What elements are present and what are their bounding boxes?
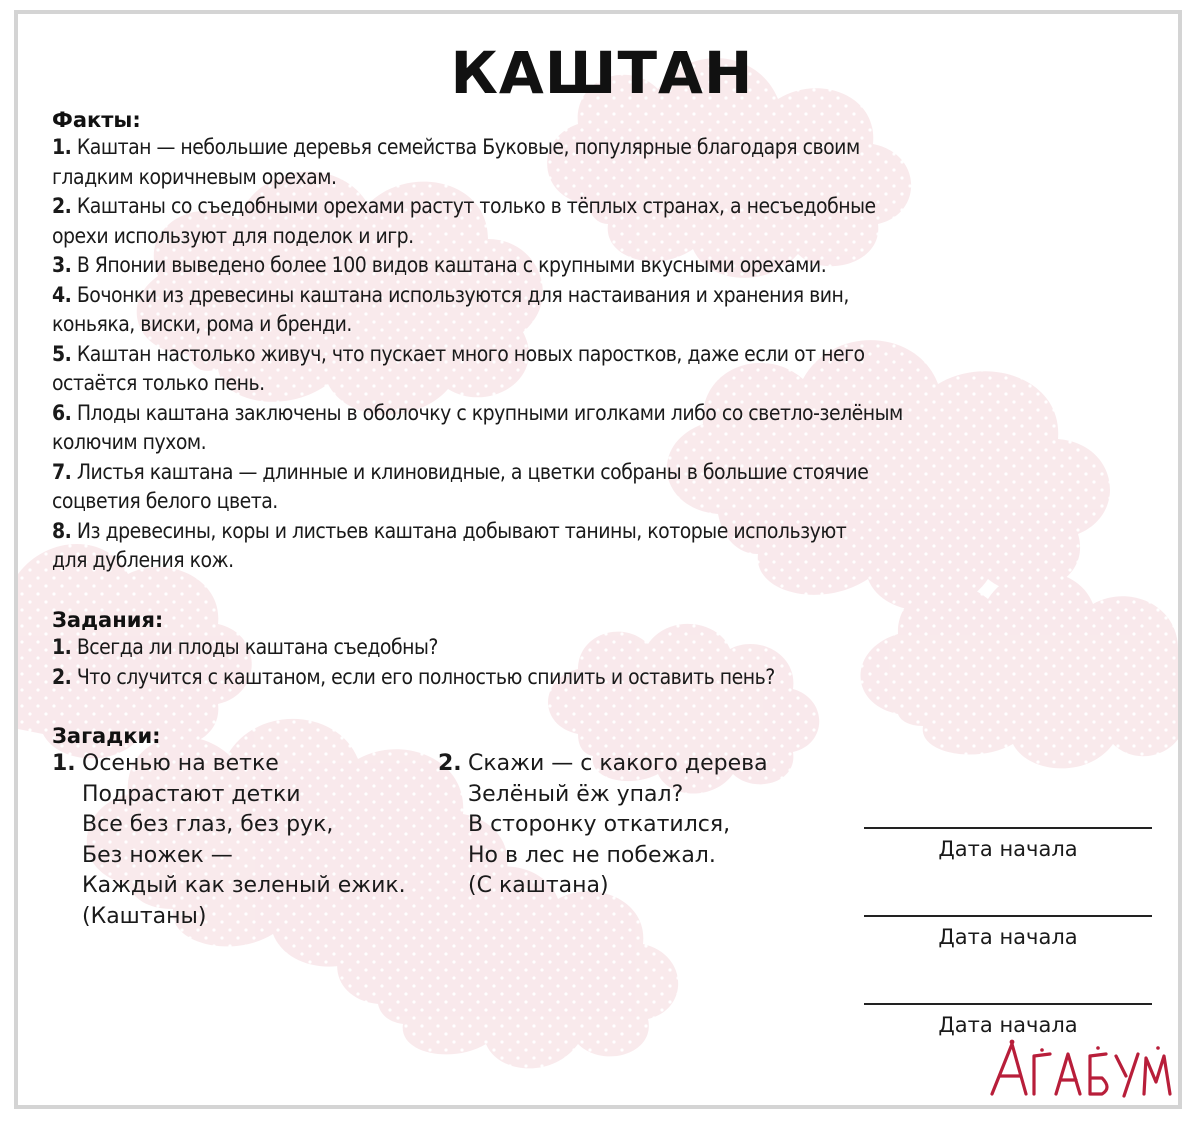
date-field[interactable] xyxy=(864,1003,1152,1039)
fact-text: Каштан — небольшие деревья семейства Буковые, популярные благодаря своим xyxy=(76,135,860,159)
fact-item xyxy=(52,340,1162,399)
riddle-line: Осенью на ветке xyxy=(82,751,279,776)
fact-item xyxy=(52,458,1162,517)
agabum-logo xyxy=(986,1038,1174,1100)
fact-number: 6. xyxy=(52,400,72,425)
fact-text-continuation: для дубления кож. xyxy=(52,548,234,572)
riddle-item xyxy=(52,749,442,939)
task-number: 1. xyxy=(52,635,72,659)
fact-text-continuation: коньяка, виски, рома и бренди. xyxy=(52,312,352,336)
date-field-label: Дата начала xyxy=(938,1013,1078,1037)
riddles-heading: Загадки: xyxy=(52,724,161,748)
fact-text-continuation: остаётся только пень. xyxy=(52,371,265,395)
fact-item xyxy=(52,517,1162,576)
riddle-line: В сторонку откатился, xyxy=(468,812,731,837)
date-field[interactable] xyxy=(864,915,1152,951)
riddle-text xyxy=(82,749,406,932)
date-field-label: Дата начала xyxy=(938,925,1078,949)
riddle-line: Без ножек — xyxy=(82,842,233,868)
fact-text: Бочонки из древесины каштана используются для настаивания и хранения вин, xyxy=(76,282,849,307)
fact-item xyxy=(52,251,1162,281)
task-text: Что случится с каштаном, если его полностью спилить и оставить пень? xyxy=(76,664,775,689)
fact-number: 1. xyxy=(52,135,72,159)
riddle-line: Каждый как зеленый ежик. xyxy=(82,873,406,898)
fact-item xyxy=(52,192,1162,251)
date-write-line[interactable] xyxy=(864,827,1152,829)
fact-number: 5. xyxy=(52,341,72,366)
worksheet-frame xyxy=(14,10,1182,1109)
riddle-line: Но в лес не побежал. xyxy=(468,842,716,868)
date-write-line[interactable] xyxy=(864,915,1152,917)
fact-text: Из древесины, коры и листьев каштана добывают танины, которые используют xyxy=(76,518,847,543)
riddle-answer: (С каштана) xyxy=(468,873,609,898)
riddle-line: Зелёный ёж упал? xyxy=(468,781,684,807)
task-item xyxy=(52,663,1162,693)
fact-item xyxy=(52,281,1162,340)
riddle-line: Скажи — с какого дерева xyxy=(468,751,768,776)
fact-item xyxy=(52,399,1162,458)
page-title: КАШТАН xyxy=(450,39,754,107)
fact-text: В Японии выведено более 100 видов каштана с крупными вкусными орехами. xyxy=(76,253,827,277)
fact-text-continuation: соцветия белого цвета. xyxy=(52,489,278,513)
facts-list xyxy=(52,133,1162,576)
tasks-list xyxy=(52,633,1162,692)
fact-text-continuation: колючим пухом. xyxy=(52,430,207,454)
date-field-label: Дата начала xyxy=(938,837,1078,861)
task-item xyxy=(52,633,1162,663)
riddle-number: 2. xyxy=(438,751,462,776)
fact-number: 8. xyxy=(52,518,72,543)
fact-text: Каштаны со съедобными орехами растут только в тёплых странах, а несъедобные xyxy=(76,194,876,218)
riddle-number: 1. xyxy=(52,751,76,776)
date-write-line[interactable] xyxy=(864,1003,1152,1005)
fact-number: 7. xyxy=(52,459,72,484)
facts-heading: Факты: xyxy=(52,108,141,132)
fact-text-continuation: гладким коричневым орехам. xyxy=(52,164,337,189)
riddle-line: Все без глаз, без рук, xyxy=(82,812,334,837)
riddle-answer: (Каштаны) xyxy=(82,903,207,929)
fact-number: 3. xyxy=(52,253,72,277)
date-field[interactable] xyxy=(864,827,1152,863)
tasks-heading: Задания: xyxy=(52,608,164,632)
riddle-line: Подрастают детки xyxy=(82,781,301,807)
fact-text: Каштан настолько живуч, что пускает много новых паростков, даже если от него xyxy=(76,341,865,366)
worksheet-content xyxy=(18,14,1182,1109)
riddle-item xyxy=(438,749,838,909)
fact-text: Листья каштана — длинные и клиновидные, а цветки собраны в большие стоячие xyxy=(76,459,869,484)
fact-number: 2. xyxy=(52,194,72,218)
fact-text: Плоды каштана заключены в оболочку с крупными иголками либо со светло-зелёным xyxy=(76,400,903,425)
fact-item xyxy=(52,133,1162,192)
riddle-text xyxy=(468,749,768,902)
task-number: 2. xyxy=(52,664,72,689)
task-text: Всегда ли плоды каштана съедобны? xyxy=(76,635,438,659)
fact-text-continuation: орехи используют для поделок и игр. xyxy=(52,223,414,248)
fact-number: 4. xyxy=(52,282,72,307)
